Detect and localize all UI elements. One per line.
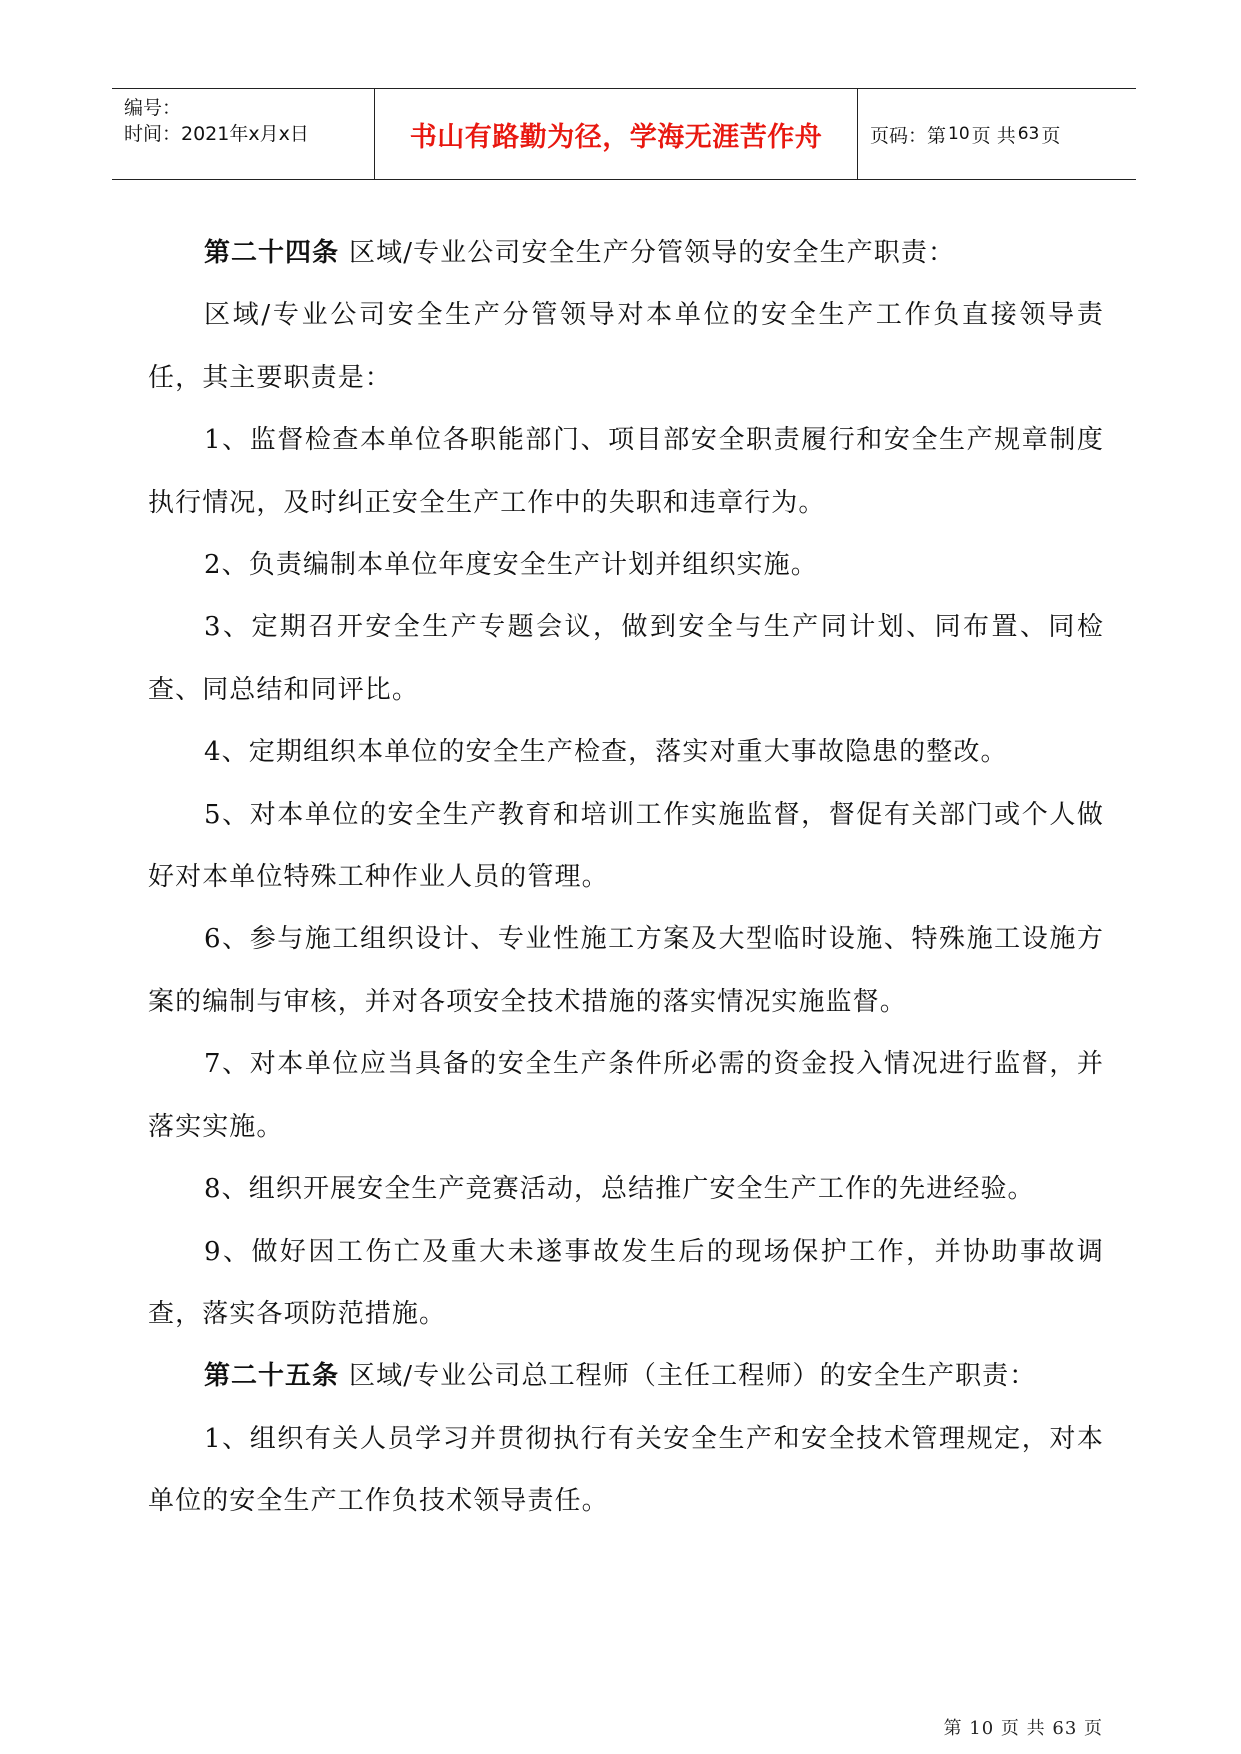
article-24-intro: 区域/专业公司安全生产分管领导对本单位的安全生产工作负直接领导责任，其主要职责是：: [148, 300, 1104, 393]
article-24-item-5: 5、对本单位的安全生产教育和培训工作实施监督，督促有关部门或个人做好对本单位特殊工种作业人员的管理。: [148, 799, 1104, 893]
page-footer: 第 10 页 共 63 页: [943, 1718, 1103, 1739]
article-24-item-8: 8、组织开展安全生产竞赛活动，总结推广安全生产工作的先进经验。: [204, 1174, 1035, 1205]
article-24-item-1: 1、监督检查本单位各职能部门、项目部安全职责履行和安全生产规章制度执行情况，及时纠正安全生产工作中的失职和违章行为。: [148, 425, 1104, 518]
page-total-number: 63: [1017, 124, 1040, 144]
article-24-title: 第二十四条: [204, 238, 340, 268]
article-25-item-1: 1、组织有关人员学习并贯彻执行有关安全生产和安全技术管理规定，对本单位的安全生产工作负技术领导责任。: [148, 1423, 1104, 1517]
document-number-label: 编号：: [124, 97, 182, 119]
page-prefix: 页码：第: [870, 124, 947, 147]
article-24-title-rest: 区域/专业公司安全生产分管领导的安全生产职责：: [349, 238, 956, 268]
header-info-cell: [112, 89, 374, 179]
header-page-cell: [858, 89, 1136, 179]
article-24-item-6: 6、参与施工组织设计、专业性施工方案及大型临时设施、特殊施工设施方案的编制与审核，并对各项安全技术措施的落实情况实施监督。: [148, 924, 1104, 1017]
document-body: [148, 222, 1104, 1533]
article-24-item-3: 3、定期召开安全生产专题会议，做到安全与生产同计划、同布置、同检查、同总结和同评比。: [148, 612, 1104, 705]
article-24-item-9: 9、做好因工伤亡及重大未遂事故发生后的现场保护工作，并协助事故调查，落实各项防范措施。: [148, 1236, 1104, 1329]
article-24-item-4: 4、定期组织本单位的安全生产检查，落实对重大事故隐患的整改。: [204, 737, 1008, 768]
motto-text: 书山有路勤为径，学海无涯苦作舟: [409, 121, 823, 153]
page-header: [112, 88, 1136, 180]
page-current-number: 10: [948, 124, 970, 144]
article-25-title: 第二十五条: [204, 1361, 340, 1392]
article-24-heading: [148, 222, 1104, 284]
article-25-heading: [148, 1345, 1104, 1407]
header-motto-cell: [374, 89, 858, 179]
page-suffix: 页: [1041, 124, 1061, 147]
article-24-item-2: 2、负责编制本单位年度安全生产计划并组织实施。: [204, 550, 818, 581]
page-middle: 页 共: [971, 124, 1016, 147]
document-date: 时间：2021年x月x日: [124, 123, 309, 145]
article-25-title-rest: 区域/专业公司总工程师（主任工程师）的安全生产职责：: [349, 1361, 1037, 1392]
article-24-item-7: 7、对本单位应当具备的安全生产条件所必需的资金投入情况进行监督，并落实实施。: [148, 1049, 1104, 1142]
